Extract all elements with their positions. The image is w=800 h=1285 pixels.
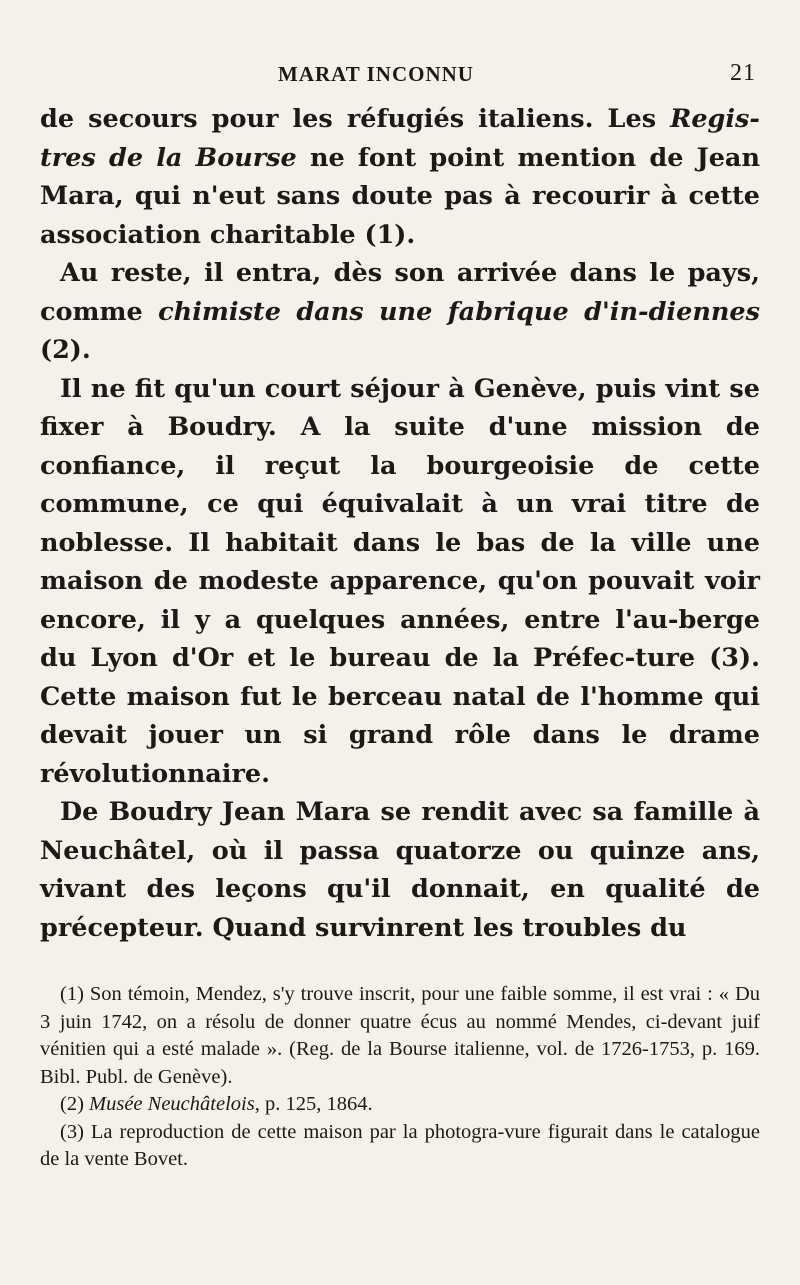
paragraph-1 bbox=[40, 100, 760, 254]
running-head bbox=[40, 60, 760, 100]
footnote-2-text-c: , p. 125, 1864. bbox=[254, 1093, 373, 1115]
page-number: 21 bbox=[730, 60, 756, 86]
paragraph-2-text-a: Au reste, il entra, dès son arrivée dans le pays, comme bbox=[40, 258, 760, 327]
paragraph-4: De Boudry Jean Mara se rendit avec sa famille à Neuchâtel, où il passa quatorze ou quinze ans, vivant des leçons qu'il donnait, en qualité de précepteur. Quand survinrent les troubles du bbox=[40, 797, 760, 943]
paragraph-3: Il ne fit qu'un court séjour à Genève, puis vint se fixer à Boudry. A la suite d'une mission de confiance, il reçut la bourgeoisie de cette commune, ce qui équivalait à un vrai titre de noblesse. Il habitait dans le bas de la ville une maison de modeste apparence, qu'on pouvait voir encore, il y a quelques années, entre l'au-berge du Lyon d'Or et le bureau de la Préfec-ture (3). Cette maison fut le berceau natal de l'homme qui devait jouer un si grand rôle dans le drame révolutionnaire. bbox=[40, 373, 760, 789]
book-page bbox=[40, 60, 760, 1174]
paragraph-2-italic: chimiste dans une fabrique d'in-diennes bbox=[158, 296, 760, 327]
paragraph-1-text-a: de secours pour les réfugiés italiens. Les bbox=[40, 104, 671, 134]
footnote-3: (3) La reproduction de cette maison par la photogra-vure figurait dans le catalogue de la vente Bovet. bbox=[40, 1120, 760, 1170]
footnote-2 bbox=[40, 1091, 760, 1119]
paragraph-1-text-c: ne font point mention de Jean Mara, qui n'eut sans doute pas à recourir à cette association charitable (1). bbox=[40, 142, 760, 250]
footnote-1: (1) Son témoin, Mendez, s'y trouve inscrit, pour une faible somme, il est vrai : « Du 3 juin 1742, on a résolu de donner quatre écus au nommé Mendes, ci-devant juif vénitien qui a esté malade ». (Reg. de la Bourse italienne, vol. de 1726-1753, p. 169. Bibl. Publ. de Genève). bbox=[40, 983, 760, 1088]
main-text bbox=[40, 100, 760, 947]
footnote-2-italic: Musée Neuchâtelois bbox=[89, 1093, 255, 1115]
paragraph-2 bbox=[40, 254, 760, 370]
running-title: MARAT INCONNU bbox=[278, 62, 474, 86]
footnotes bbox=[40, 981, 760, 1174]
paragraph-1-italic: Regis-tres de la Bourse bbox=[40, 104, 760, 173]
footnote-2-text-a: (2) bbox=[60, 1093, 90, 1115]
paragraph-2-text-c: (2). bbox=[40, 335, 91, 365]
